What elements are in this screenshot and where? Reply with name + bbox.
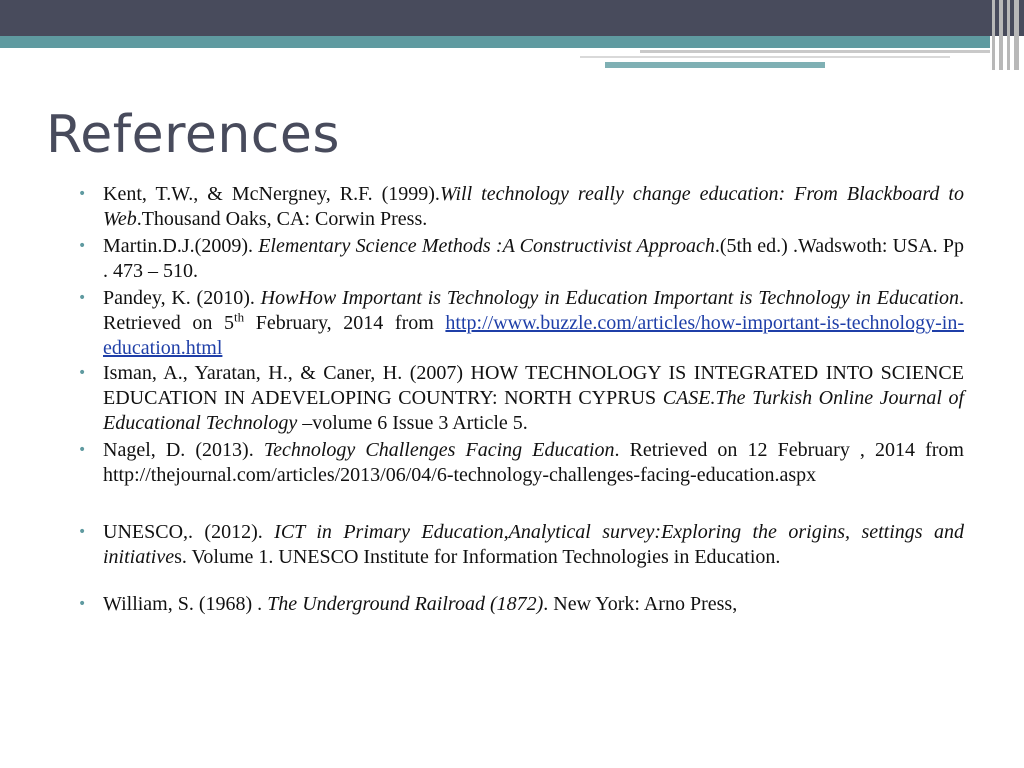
decorative-line — [580, 56, 950, 58]
reference-item: • Martin.D.J.(2009). Elementary Science Methods :A Constructivist Approach.(5th ed.) .Wadswoth: USA. Pp . 473 – 510. — [78, 234, 964, 284]
decorative-line — [640, 50, 990, 53]
reference-item: • Nagel, D. (2013). Technology Challenges Facing Education. Retrieved on 12 February , 2014 from http://thejournal.com/articles/2013/06/04/6-technology-challenges-facing-education.aspx — [78, 438, 964, 488]
decorative-stripes — [990, 0, 1024, 70]
reference-link[interactable]: http://www.buzzle.com/articles/how-important-is-technology-in-education.html — [103, 312, 964, 359]
reference-item: • UNESCO,. (2012). ICT in Primary Education,Analytical survey:Exploring the origins, settings and initiatives. Volume 1. UNESCO Institute for Information Technologies in Education. — [78, 520, 964, 570]
reference-item: • Pandey, K. (2010). HowHow Important is Technology in Education Important is Technology in Education. Retrieved on 5th February, 2014 from http://www.buzzle.com/articles/how-important-is-technology-in-education.html — [78, 286, 964, 361]
reference-item: • Isman, A., Yaratan, H., & Caner, H. (2007) HOW TECHNOLOGY IS INTEGRATED INTO SCIENCE EDUCATION IN ADEVELOPING COUNTRY: NORTH CYPRUS CASE.The Turkish Online Journal of Educational Technology –volume 6 Issue 3 Article 5. — [78, 361, 964, 436]
decorative-accent-line — [605, 62, 825, 68]
reference-item: • Kent, T.W., & McNergney, R.F. (1999).Will technology really change education: From Blackboard to Web.Thousand Oaks, CA: Corwin Press. — [78, 182, 964, 232]
header-bar — [0, 0, 1024, 36]
slide-title: References — [46, 105, 340, 165]
accent-band — [0, 36, 990, 48]
reference-list — [78, 182, 964, 617]
reference-item: • William, S. (1968) . The Underground Railroad (1872). New York: Arno Press, — [78, 592, 964, 617]
